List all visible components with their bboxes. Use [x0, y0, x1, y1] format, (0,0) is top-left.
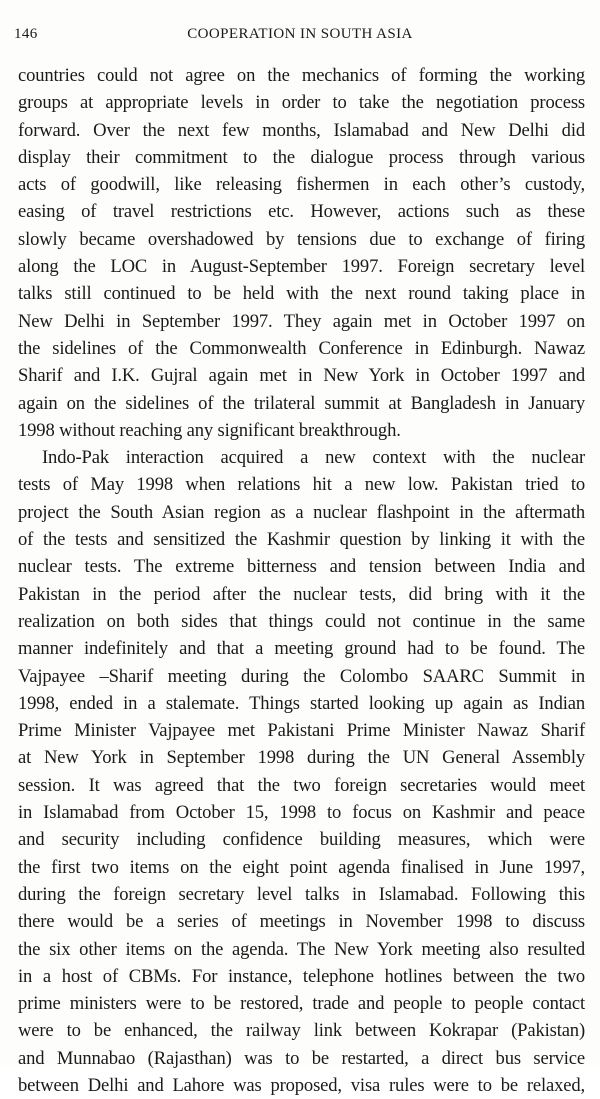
text-line: Indo-Pak interaction acquired a new context with the nuclear: [42, 447, 585, 469]
text-line: and security including confidence building measures, which were: [18, 829, 585, 851]
text-line: Pakistan in the period after the nuclear tests, did bring with it the: [18, 583, 585, 605]
text-line: acts of goodwill, like releasing fishermen in each other’s custody,: [18, 174, 585, 196]
text-line: there would be a series of meetings in November 1998 to discuss: [18, 911, 585, 933]
text-line: easing of travel restrictions etc. However, actions such as these: [18, 201, 585, 223]
text-line: in a host of CBMs. For instance, telephone hotlines between the two: [18, 965, 585, 987]
text-line: countries could not agree on the mechanics of forming the working: [18, 65, 585, 86]
text-line: 1998, ended in a stalemate. Things started looking up again as Indian: [18, 692, 585, 714]
text-line: manner indefinitely and that a meeting ground had to be found. The: [18, 638, 585, 660]
text-line: Sharif and I.K. Gujral again met in New York in October 1997 and: [18, 365, 585, 387]
text-line: again on the sidelines of the trilateral summit at Bangladesh in January: [18, 392, 585, 414]
text-line: nuclear tests. The extreme bitterness and tension between India and: [18, 556, 585, 578]
running-title: COOPERATION IN SOUTH ASIA: [187, 26, 413, 42]
text-line: groups at appropriate levels in order to take the negotiation process: [18, 92, 585, 114]
text-line: 1998 without reaching any significant breakthrough.: [18, 419, 401, 441]
text-line: project the South Asian region as a nuclear flashpoint in the aftermath: [18, 501, 585, 523]
text-line: Vajpayee –Sharif meeting during the Colombo SAARC Summit in: [18, 665, 585, 687]
text-line: tests of May 1998 when relations hit a new low. Pakistan tried to: [18, 474, 585, 496]
text-line: at New York in September 1998 during the UN General Assembly: [18, 747, 585, 769]
running-header: [14, 26, 586, 48]
text-line: prime ministers were to be restored, trade and people to people contact: [18, 993, 585, 1015]
text-line: the six other items on the agenda. The New York meeting also resulted: [18, 938, 585, 960]
text-line: between Delhi and Lahore was proposed, visa rules were to be relaxed,: [18, 1074, 585, 1096]
text-line: along the LOC in August-September 1997. Foreign secretary level: [18, 256, 585, 278]
text-line: and Munnabao (Rajasthan) was to be restarted, a direct bus service: [18, 1047, 585, 1069]
body-text: [18, 62, 585, 1099]
paragraph-2: [18, 444, 585, 1099]
text-line: the sidelines of the Commonwealth Conference in Edinburgh. Nawaz: [18, 337, 585, 359]
text-line: talks still continued to be held with the next round taking place in: [18, 283, 585, 305]
text-line: forward. Over the next few months, Islamabad and New Delhi did: [18, 119, 585, 141]
text-line: were to be enhanced, the railway link between Kokrapar (Pakistan): [18, 1020, 585, 1042]
text-line: display their commitment to the dialogue process through various: [18, 146, 585, 168]
page-number: 146: [14, 26, 38, 42]
text-line: Prime Minister Vajpayee met Pakistani Prime Minister Nawaz Sharif: [18, 720, 585, 742]
text-line: slowly became overshadowed by tensions due to exchange of firing: [18, 228, 585, 250]
text-line: of the tests and sensitized the Kashmir question by linking it with the: [18, 529, 585, 551]
text-line: in Islamabad from October 15, 1998 to focus on Kashmir and peace: [18, 802, 585, 824]
paragraph-1: [18, 62, 585, 444]
text-line: session. It was agreed that the two foreign secretaries would meet: [18, 774, 585, 796]
text-line: realization on both sides that things could not continue in the same: [18, 610, 585, 632]
text-line: during the foreign secretary level talks in Islamabad. Following this: [18, 883, 585, 905]
text-line: New Delhi in September 1997. They again met in October 1997 on: [18, 310, 585, 332]
text-line: the first two items on the eight point agenda finalised in June 1997,: [18, 856, 585, 878]
